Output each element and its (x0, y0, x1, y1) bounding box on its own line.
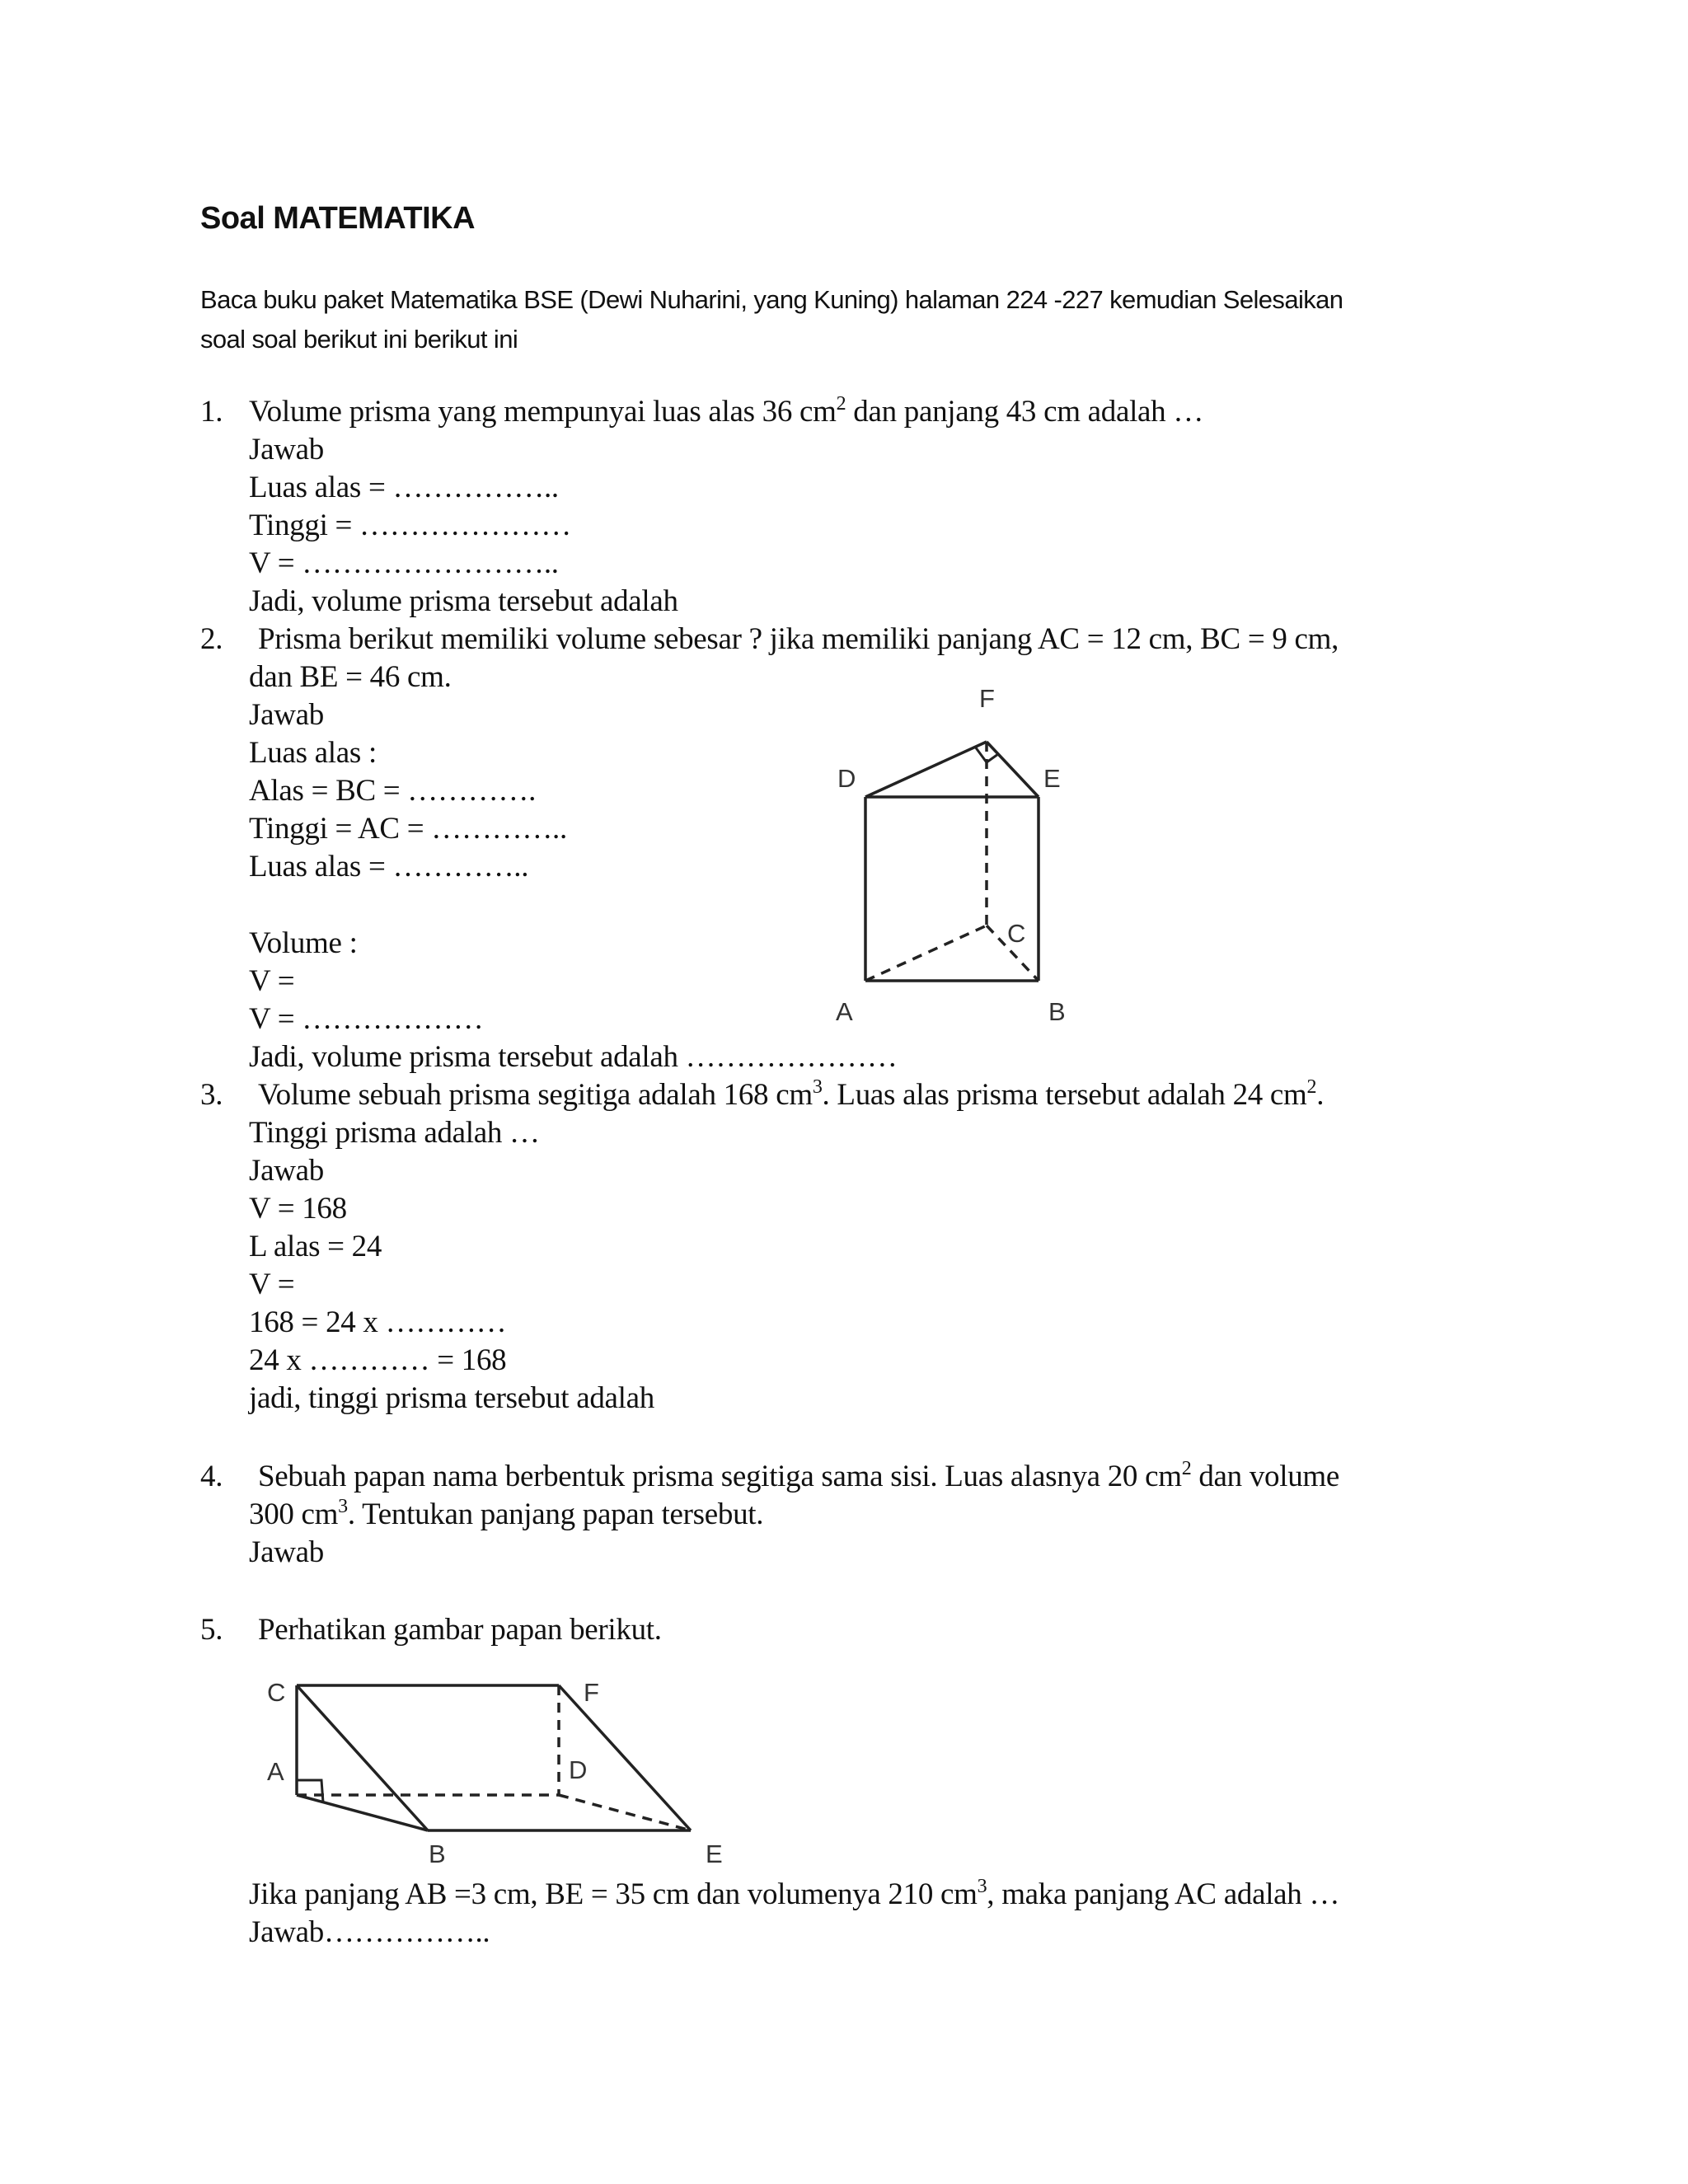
q2-number: 2. (200, 622, 223, 656)
q2-conclusion: Jadi, volume prisma tersebut adalah ………………… (249, 1040, 898, 1074)
q2-tinggi-line: Tinggi = AC = ………….. (249, 812, 567, 846)
q4-question-line-1: Sebuah papan nama berbentuk prisma segitiga sama sisi. Luas alasnya 20 $cm^2$ dan volume (258, 1458, 1339, 1493)
q1-luas-alas-line: Luas alas = …………….. (249, 471, 559, 504)
q4-question-line-2: 300 $cm^3$. Tentukan panjang papan tersebut. (249, 1496, 764, 1531)
q1-tinggi-line: Tinggi = ………………… (249, 509, 571, 542)
board-hidden-edge-de (559, 1795, 691, 1830)
q5-question: Perhatikan gambar papan berikut. (258, 1613, 662, 1647)
q3-number: 3. (200, 1078, 223, 1112)
q4-jawab-label: Jawab (249, 1535, 324, 1569)
q5-jawab-line: Jawab…………….. (249, 1915, 490, 1949)
q1-volume-line: V = …………………….. (249, 546, 559, 580)
q2-question-line-2: dan BE = 46 cm. (249, 660, 452, 694)
board-edge-ab (297, 1795, 428, 1830)
q2-question-line-1: Prisma berikut memiliki volume sebesar ? jika memiliki panjang AC = 12 cm, BC = 9 cm, (258, 622, 1339, 656)
q5-label-b: B (429, 1840, 446, 1868)
q1-number: 1. (200, 395, 223, 429)
q2-label-f: F (979, 684, 995, 713)
intro-line-2: soal soal berikut ini berikut ini (200, 325, 518, 354)
q3-luas-alas-value: L alas = 24 (249, 1230, 382, 1263)
q5-label-e: E (706, 1840, 723, 1868)
q4-number: 4. (200, 1460, 223, 1493)
q2-luas-alas-heading: Luas alas : (249, 736, 377, 770)
board-edge-cb (297, 1685, 428, 1830)
q1-question: Volume prisma yang mempunyai luas alas 36 $cm^2$ dan panjang 43 cm adalah … (249, 393, 1204, 429)
q3-volume-formula: V = (249, 1268, 295, 1301)
q2-label-e: E (1043, 764, 1061, 793)
intro-line-1: Baca buku paket Matematika BSE (Dewi Nuharini, yang Kuning) halaman 224 -227 kemudian Selesaikan (200, 285, 1343, 314)
q3-step-2: 24 x ………… = 168 (249, 1343, 507, 1377)
q5-label-d: D (569, 1755, 588, 1784)
q2-label-b: B (1048, 997, 1066, 1026)
q3-question: Volume sebuah prisma segitiga adalah 168 $cm^3$. Luas alas prisma tersebut adalah 24 $cm^2$. (258, 1076, 1325, 1112)
q5-text: Jika panjang AB =3 cm, BE = 35 cm dan volumenya 210 $cm^3$, maka panjang AC adalah … (249, 1876, 1340, 1911)
q5-label-c: C (267, 1678, 286, 1707)
q3-conclusion: jadi, tinggi prisma tersebut adalah (249, 1381, 654, 1415)
q2-alas-line: Alas = BC = …………. (249, 774, 537, 808)
q5-label-f: F (584, 1678, 599, 1707)
q2-label-d: D (837, 764, 856, 793)
q2-jawab-label: Jawab (249, 698, 324, 732)
q1-conclusion: Jadi, volume prisma tersebut adalah (249, 584, 678, 618)
q3-step-1: 168 = 24 x ………… (249, 1305, 507, 1339)
q3-jawab-label: Jawab (249, 1154, 324, 1188)
q1-jawab-label: Jawab (249, 433, 324, 466)
q2-luas-alas-line: Luas alas = ………….. (249, 850, 529, 883)
q2-label-a: A (836, 997, 853, 1026)
q3-volume-value: V = 168 (249, 1192, 347, 1226)
q5-number: 5. (200, 1613, 223, 1647)
q2-volume-line-1: V = (249, 964, 295, 998)
q2-volume-line-2: V = ……………… (249, 1002, 484, 1036)
q5-label-a: A (267, 1757, 284, 1786)
q3-question-line-2: Tinggi prisma adalah … (249, 1116, 540, 1150)
q2-label-c: C (1007, 919, 1026, 948)
page-title: Soal MATEMATIKA (200, 201, 476, 236)
q2-volume-heading: Volume : (249, 926, 358, 960)
